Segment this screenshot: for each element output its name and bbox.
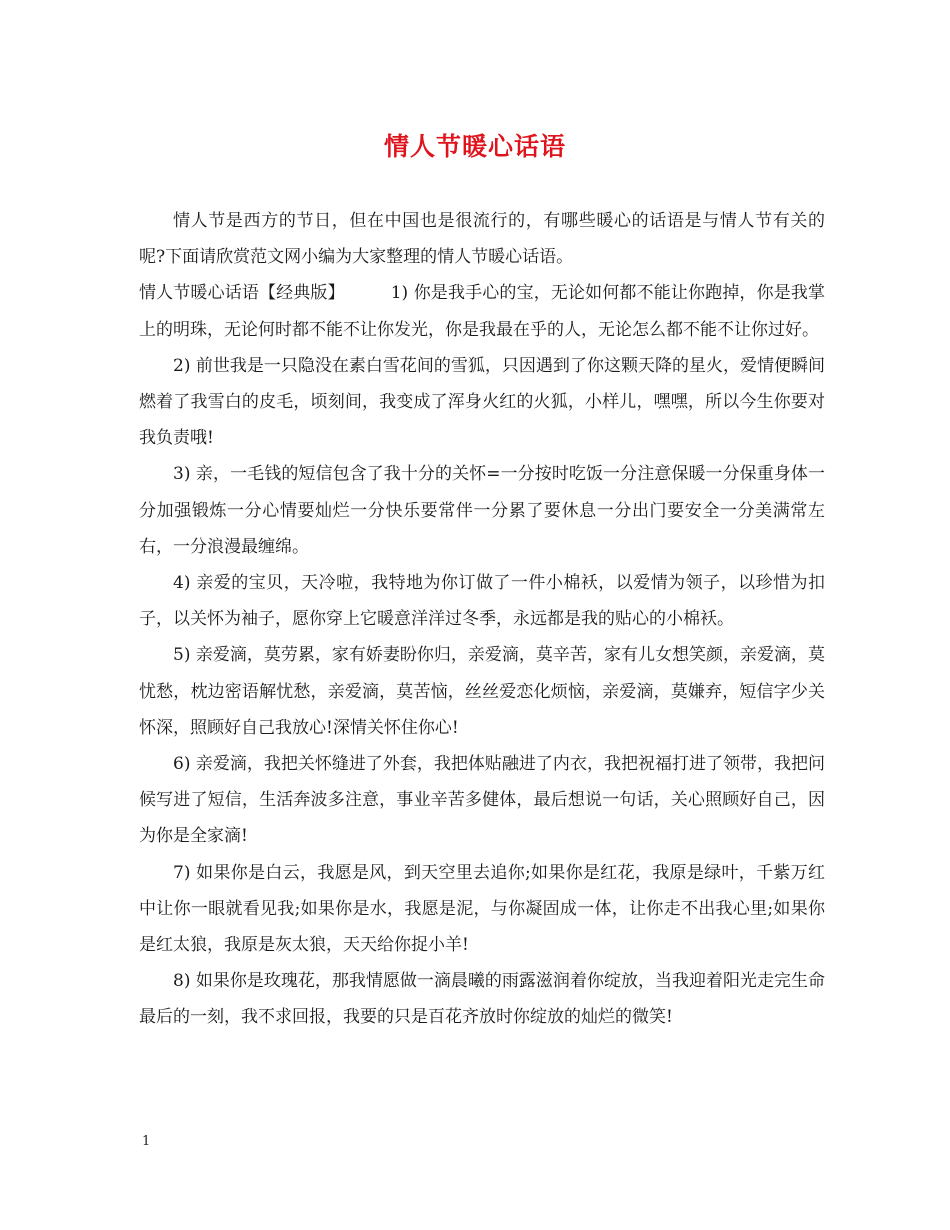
document-title: 情人节暖心话语 [383,132,566,161]
item-3: 3) 亲，一毛钱的短信包含了我十分的关怀=一分按时吃饭一分注意保暖一分保重身体一分加强锻炼一分心情要灿烂一分快乐要常伴一分累了要休息一分出门要安全一分美满常左右，一分浪漫最缠绵。 [139,464,825,557]
item-7: 7) 如果你是白云，我愿是风，到天空里去追你;如果你是红花，我原是绿叶，千紫万红中让你一眼就看见我;如果你是水，我愿是泥，与你凝固成一体，让你走不出我心里;如果你是红太狼，我原是灰太狼，天天给你捉小羊! [139,862,825,956]
section-heading: 情人节暖心话语【经典版】 [139,283,345,304]
item-6: 6) 亲爱滴，我把关怀缝进了外套，我把体贴融进了内衣，我把祝福打进了领带，我把问候写进了短信，生活奔波多注意，事业辛苦多健体，最后想说一句话，关心照顾好自己，因为你是全家滴! [139,754,825,847]
document-body [139,203,825,1036]
item-1: 1) 你是我手心的宝，无论如何都不能让你跑掉，你是我掌上的明珠，无论何时都不能不让你发光，你是我最在乎的人，无论怎么都不能不让你过好。 [139,283,825,340]
page-number: 1 [142,1134,151,1149]
item-2: 2) 前世我是一只隐没在素白雪花间的雪狐，只因遇到了你这颗天降的星火，爱情便瞬间燃着了我雪白的皮毛，顷刻间，我变成了浑身火红的火狐，小样儿，嘿嘿，所以今生你要对我负责哦! [139,355,825,449]
intro-paragraph: 情人节是西方的节日，但在中国也是很流行的，有哪些暖心的话语是与情人节有关的呢?下面请欣赏范文网小编为大家整理的情人节暖心话语。 [139,211,825,268]
section-first-paragraph [139,275,825,347]
item-4: 4) 亲爱的宝贝，天冷啦，我特地为你订做了一件小棉袄，以爱情为领子，以珍惜为扣子，以关怀为袖子，愿你穿上它暖意洋洋过冬季，永远都是我的贴心的小棉袄。 [139,573,825,630]
item-8: 8) 如果你是玫瑰花，那我情愿做一滴晨曦的雨露滋润着你绽放，当我迎着阳光走完生命最后的一刻，我不求回报，我要的只是百花齐放时你绽放的灿烂的微笑! [139,971,825,1028]
item-5: 5) 亲爱滴，莫劳累，家有娇妻盼你归，亲爱滴，莫辛苦，家有儿女想笑颜，亲爱滴，莫忧愁，枕边密语解忧愁，亲爱滴，莫苦恼，丝丝爱恋化烦恼，亲爱滴，莫嫌弃，短信字少关怀深，照顾好自己我放心!深情关怀住你心! [139,645,825,738]
